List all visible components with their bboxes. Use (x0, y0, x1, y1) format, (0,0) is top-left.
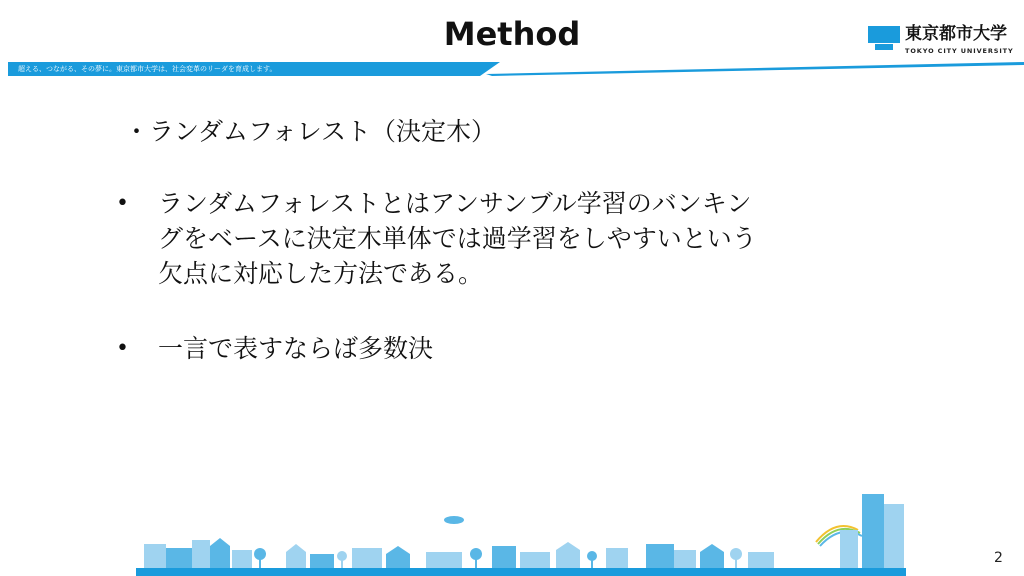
bullet-marker: • (116, 336, 129, 361)
bullet-line: 欠点に対応した方法である。 (158, 259, 484, 288)
slide-title: Method (443, 15, 581, 53)
university-logo-mark-icon (868, 26, 900, 50)
university-name-english: TOKYO CITY UNIVERSITY (905, 47, 1014, 55)
tagline-text: 超える、つながる、その夢に。東京都市大学は、社会変革のリーダを育成します。 (18, 65, 277, 73)
bullet-item (112, 331, 882, 366)
university-logo (868, 24, 1018, 60)
bullet-line: 一言で表すならば多数決 (158, 334, 434, 363)
section-heading: ・ランダムフォレスト（決定木） (124, 117, 497, 146)
bullet-item (112, 186, 882, 291)
city-skyline-illustration (136, 490, 906, 576)
university-name: 東京都市大学 (905, 24, 1007, 44)
bullet-list (112, 186, 882, 366)
page-number: 2 (994, 550, 1003, 566)
bullet-marker: • (116, 191, 129, 216)
bullet-line: グをベースに決定木単体では過学習をしやすいという (158, 224, 757, 253)
bullet-line: ランダムフォレストとはアンサンブル学習のバンキン (158, 189, 752, 218)
